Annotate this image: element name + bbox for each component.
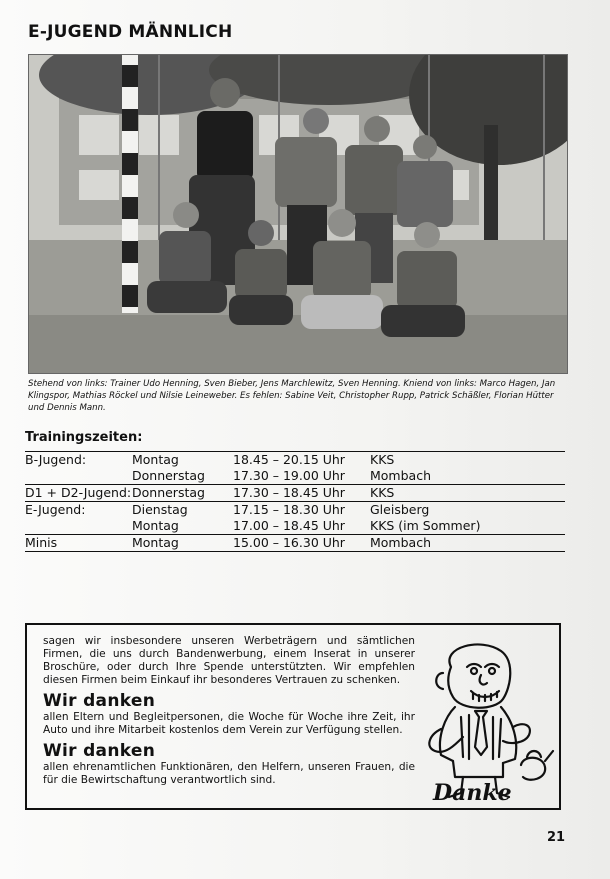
- weekday: Donnerstag: [132, 485, 205, 500]
- location: Mombach: [370, 535, 431, 550]
- location: KKS: [370, 452, 395, 467]
- danke-cartoon-illustration: [411, 637, 557, 805]
- team-name: E-Jugend:: [25, 502, 86, 517]
- weekday: Dienstag: [132, 502, 188, 517]
- thanks-heading-1: Wir danken: [43, 691, 156, 711]
- team-name: Minis: [25, 535, 58, 550]
- team-photo: [28, 54, 568, 374]
- training-schedule: [25, 430, 565, 552]
- schedule-group-d-jugend: [25, 484, 565, 501]
- thanks-text-1: allen Eltern und Begleitpersonen, die Woche für Woche ihre Zeit, ihr Auto und ihre Mitarbeit kostenlos dem Verein zur Verfügung stellen.: [43, 711, 415, 736]
- weekday: Montag: [132, 535, 179, 550]
- schedule-row: [25, 452, 565, 468]
- page-heading: E-JUGEND MÄNNLICH: [28, 22, 233, 42]
- time-range: 17.00 – 18.45 Uhr: [233, 518, 345, 533]
- time-range: 17.15 – 18.30 Uhr: [233, 502, 345, 517]
- schedule-row: [25, 468, 565, 484]
- team-name: B-Jugend:: [25, 452, 87, 467]
- photo-caption: Stehend von links: Trainer Udo Henning, Sven Bieber, Jens Marchlewitz, Sven Henning. Kniend von links: Marco Hagen, Jan Klingspor, Mathias Röckel und Nilsie Leineweber. Es fehlen: Sabine Veit, Christopher Rupp, Patrick Schäßler, Florian Hütter und Dennis Mann.: [28, 379, 556, 413]
- training-title: Trainingszeiten:: [25, 430, 143, 445]
- schedule-row: [25, 535, 565, 551]
- location: Gleisberg: [370, 502, 430, 517]
- schedule-row: [25, 485, 565, 501]
- schedule-row: [25, 502, 565, 518]
- sponsor-intro: sagen wir insbesondere unseren Werbeträgern und sämtlichen Firmen, die uns durch Bandenwerbung, einem Inserat in unserer Broschüre, oder durch Ihre Spende unterstützten. Wir empfehlen diesen Firmen beim Einkauf ihr besonderes Vertrauen zu schenken.: [43, 635, 415, 686]
- schedule-group-e-jugend: [25, 501, 565, 534]
- time-range: 15.00 – 16.30 Uhr: [233, 535, 345, 550]
- location: KKS (im Sommer): [370, 518, 481, 533]
- schedule-group-b-jugend: [25, 451, 565, 484]
- time-range: 17.30 – 18.45 Uhr: [233, 485, 345, 500]
- thanks-box: [25, 623, 561, 810]
- time-range: 17.30 – 19.00 Uhr: [233, 468, 345, 483]
- thanks-heading-2: Wir danken: [43, 741, 156, 761]
- time-range: 18.45 – 20.15 Uhr: [233, 452, 345, 467]
- location: KKS: [370, 485, 395, 500]
- page-number: 21: [547, 830, 566, 845]
- thanks-text: [43, 635, 415, 787]
- weekday: Montag: [132, 518, 179, 533]
- location: Mombach: [370, 468, 431, 483]
- weekday: Donnerstag: [132, 468, 205, 483]
- danke-cartoon-word: Danke: [433, 780, 512, 805]
- team-name: D1 + D2-Jugend:: [25, 485, 132, 500]
- schedule-group-minis: [25, 534, 565, 552]
- schedule-row: [25, 518, 565, 534]
- thanks-text-2: allen ehrenamtlichen Funktionären, den Helfern, unseren Frauen, die für die Bewirtschaftung verantwortlich sind.: [43, 761, 415, 786]
- weekday: Montag: [132, 452, 179, 467]
